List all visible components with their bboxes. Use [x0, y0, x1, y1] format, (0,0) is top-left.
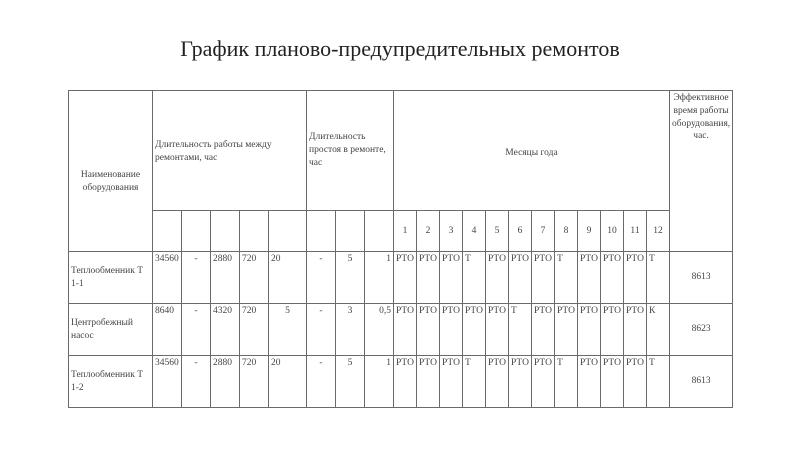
- maintenance-schedule-table: [68, 90, 733, 408]
- cell-month: РТО: [532, 304, 555, 356]
- cell-month: К: [647, 304, 670, 356]
- cell-month: РТО: [486, 252, 509, 304]
- cell-month: РТО: [624, 304, 647, 356]
- cell-month: РТО: [394, 304, 417, 356]
- cell-month: РТО: [417, 356, 440, 408]
- cell-effective-time: 8623: [670, 304, 733, 356]
- month-number: 3: [440, 211, 463, 252]
- cell-month: Т: [555, 356, 578, 408]
- subheader-blank: [307, 211, 336, 252]
- month-number: 2: [417, 211, 440, 252]
- cell-downtime: 5: [336, 356, 365, 408]
- subheader-blank: [211, 211, 240, 252]
- cell-duration: 720: [240, 356, 269, 408]
- month-number: 5: [486, 211, 509, 252]
- month-number: 10: [601, 211, 624, 252]
- cell-effective-time: 8613: [670, 252, 733, 304]
- cell-month: РТО: [555, 304, 578, 356]
- cell-month: Т: [463, 252, 486, 304]
- cell-month: РТО: [486, 356, 509, 408]
- cell-duration: 34560: [153, 356, 182, 408]
- subheader-blank: [182, 211, 211, 252]
- cell-month: Т: [555, 252, 578, 304]
- table-row: [69, 356, 733, 408]
- header-downtime: Длительность простоя в ремонте, час: [307, 91, 394, 211]
- cell-downtime: 1: [365, 356, 394, 408]
- table-row: [69, 252, 733, 304]
- month-number: 4: [463, 211, 486, 252]
- cell-downtime: 3: [336, 304, 365, 356]
- cell-month: РТО: [601, 304, 624, 356]
- cell-downtime: 0,5: [365, 304, 394, 356]
- cell-downtime: 5: [336, 252, 365, 304]
- cell-month: РТО: [440, 356, 463, 408]
- cell-duration: 20: [269, 356, 307, 408]
- table-row: [69, 304, 733, 356]
- cell-month: РТО: [578, 252, 601, 304]
- cell-month: РТО: [624, 252, 647, 304]
- cell-effective-time: 8613: [670, 356, 733, 408]
- cell-month: РТО: [601, 252, 624, 304]
- cell-month: РТО: [601, 356, 624, 408]
- subheader-blank: [153, 211, 182, 252]
- subheader-blank: [269, 211, 307, 252]
- cell-month: РТО: [578, 304, 601, 356]
- cell-month: РТО: [440, 304, 463, 356]
- cell-month: Т: [647, 356, 670, 408]
- cell-downtime: -: [307, 304, 336, 356]
- cell-month: РТО: [394, 356, 417, 408]
- cell-duration: 8640: [153, 304, 182, 356]
- cell-month: РТО: [532, 356, 555, 408]
- month-number: 12: [647, 211, 670, 252]
- month-number: 9: [578, 211, 601, 252]
- cell-month: РТО: [509, 252, 532, 304]
- cell-duration: 720: [240, 304, 269, 356]
- header-equipment-name-text: Наименование оборудования: [80, 170, 141, 193]
- cell-month: РТО: [417, 252, 440, 304]
- page-title: График планово-предупредительных ремонтов: [180, 36, 620, 61]
- subheader-blank: [240, 211, 269, 252]
- month-number: 1: [394, 211, 417, 252]
- cell-month: Т: [509, 304, 532, 356]
- cell-duration: 5: [269, 304, 307, 356]
- cell-duration: 34560: [153, 252, 182, 304]
- cell-duration: 2880: [211, 356, 240, 408]
- month-number: 11: [624, 211, 647, 252]
- cell-duration: -: [182, 304, 211, 356]
- cell-month: РТО: [578, 356, 601, 408]
- cell-duration: -: [182, 356, 211, 408]
- cell-month: РТО: [509, 356, 532, 408]
- cell-downtime: 1: [365, 252, 394, 304]
- cell-month: РТО: [417, 304, 440, 356]
- cell-month: РТО: [486, 304, 509, 356]
- header-row: [69, 91, 733, 211]
- subheader-blank: [336, 211, 365, 252]
- cell-downtime: -: [307, 356, 336, 408]
- equipment-name: Центробежный насос: [69, 304, 153, 356]
- cell-duration: 20: [269, 252, 307, 304]
- header-effective-time: Эффективное время работы оборудования, час.: [670, 91, 733, 252]
- month-number: 7: [532, 211, 555, 252]
- subheader-blank: [365, 211, 394, 252]
- header-duration-between: Длительность работы между ремонтами, час: [153, 91, 307, 211]
- cell-duration: -: [182, 252, 211, 304]
- cell-duration: 2880: [211, 252, 240, 304]
- month-numbers-row: [69, 211, 733, 252]
- cell-month: РТО: [463, 304, 486, 356]
- cell-month: РТО: [440, 252, 463, 304]
- cell-month: Т: [647, 252, 670, 304]
- cell-duration: 720: [240, 252, 269, 304]
- equipment-name: Теплообменник Т 1-1: [69, 252, 153, 304]
- month-number: 8: [555, 211, 578, 252]
- cell-downtime: -: [307, 252, 336, 304]
- cell-month: Т: [463, 356, 486, 408]
- month-number: 6: [509, 211, 532, 252]
- cell-month: РТО: [532, 252, 555, 304]
- cell-month: РТО: [394, 252, 417, 304]
- header-equipment-name: [69, 91, 153, 252]
- equipment-name: Теплообменник Т 1-2: [69, 356, 153, 408]
- cell-duration: 4320: [211, 304, 240, 356]
- header-months-of-year: Месяцы года: [394, 91, 670, 211]
- cell-month: РТО: [624, 356, 647, 408]
